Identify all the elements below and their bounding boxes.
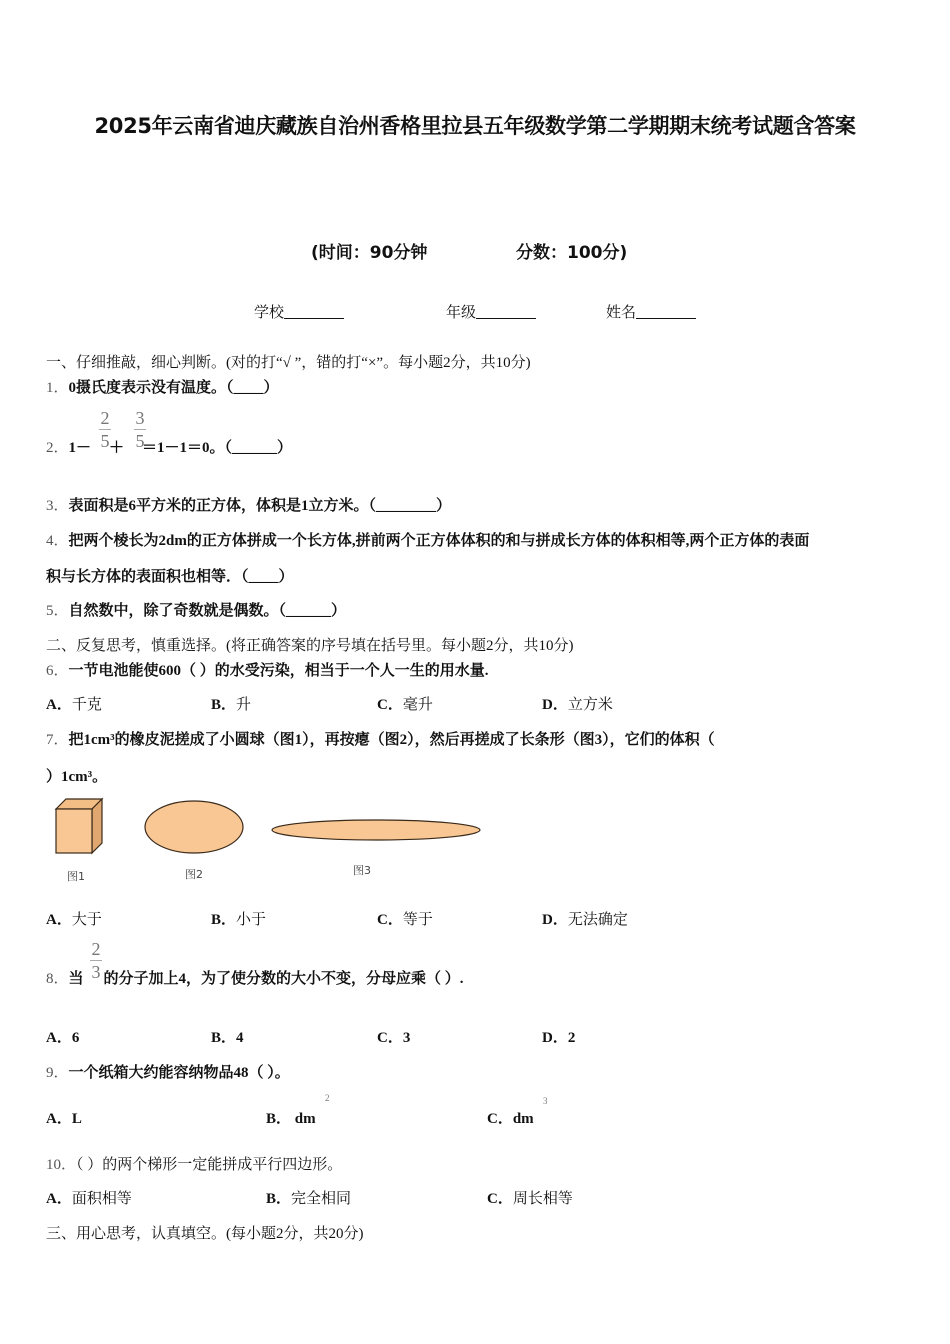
q7-option-c[interactable]: C．等于	[377, 912, 433, 928]
name-field[interactable]	[606, 301, 696, 322]
question-6: 6．一节电池能使600（ ）的水受污染，相当于一个人一生的用水量.	[46, 663, 489, 679]
question-5: 5．自然数中，除了奇数就是偶数。（______）	[46, 603, 347, 619]
q10-option-c[interactable]: C．周长相等	[487, 1191, 573, 1207]
section-1-heading: 一、仔细推敲，细心判断。(对的打“√ ”，错的打“×”。每小题2分，共10分)	[46, 355, 531, 371]
school-label: 学校	[254, 303, 285, 321]
question-4-continued: 积与长方体的表面积也相等．（____）	[46, 569, 294, 585]
fraction-3-5: 3 5	[135, 408, 145, 451]
figure-2-label: 图2	[185, 868, 203, 881]
q9-option-b-superscript: 2	[325, 1093, 330, 1103]
question-text: 0摄氏度表示没有温度。（____）	[68, 380, 279, 396]
grade-blank[interactable]	[476, 303, 536, 319]
question-10: 10．（ ）的两个梯形一定能拼成平行四边形。	[46, 1157, 343, 1173]
q10-option-a[interactable]: A．面积相等	[46, 1191, 132, 1207]
q9-option-c[interactable]: C．dm	[487, 1111, 534, 1127]
fraction-2-3: 2 3	[91, 939, 101, 982]
name-label: 姓名	[606, 303, 637, 321]
q8-option-d[interactable]: D．2	[542, 1030, 576, 1046]
grade-label: 年级	[446, 303, 477, 321]
cube-figure	[50, 795, 110, 860]
exam-score: 分数：100分)	[516, 243, 628, 263]
figure-1-label: 图1	[67, 870, 85, 883]
section-3-heading: 三、用心思考，认真填空。(每小题2分，共20分)	[46, 1226, 364, 1242]
q9-option-b[interactable]: B． dm	[266, 1111, 316, 1127]
figure-3-label: 图3	[353, 864, 371, 877]
long-strip-figure	[268, 815, 488, 845]
q6-option-a[interactable]: A．千克	[46, 697, 102, 713]
grade-field[interactable]	[446, 301, 536, 322]
q7-option-d[interactable]: D．无法确定	[542, 912, 628, 928]
q6-option-b[interactable]: B．升	[211, 697, 252, 713]
q8-option-b[interactable]: B．4	[211, 1030, 244, 1046]
section-2-heading: 二、反复思考，慎重选择。(将正确答案的序号填在括号里。每小题2分，共10分)	[46, 638, 574, 654]
question-2: 2．1－ ＋ ＝1－1＝0。（______）	[46, 440, 293, 456]
school-blank[interactable]	[284, 303, 344, 319]
q10-option-b[interactable]: B．完全相同	[266, 1191, 352, 1207]
question-3: 3．表面积是6平方米的正方体，体积是1立方米。（________）	[46, 498, 452, 514]
exam-time: (时间：90分钟	[311, 243, 428, 263]
fraction-2-5: 2 5	[100, 408, 110, 451]
q7-option-b[interactable]: B．小于	[211, 912, 267, 928]
question-number: 1．	[46, 380, 69, 396]
q8-option-c[interactable]: C．3	[377, 1030, 411, 1046]
q6-option-d[interactable]: D．立方米	[542, 697, 613, 713]
school-field[interactable]	[254, 301, 344, 322]
q7-option-a[interactable]: A．大于	[46, 912, 102, 928]
document-title: 2025年云南省迪庆藏族自治州香格里拉县五年级数学第二学期期末统考试题含答案	[94, 114, 856, 138]
name-blank[interactable]	[636, 303, 696, 319]
q9-option-a[interactable]: A．L	[46, 1111, 82, 1127]
question-7: 7．把1cm³的橡皮泥搓成了小圆球（图1），再按瘪（图2），然后再搓成了长条形（图3），它们的体积（	[46, 732, 715, 748]
q9-option-c-superscript: 3	[543, 1096, 548, 1106]
q8-option-a[interactable]: A．6	[46, 1030, 80, 1046]
flattened-ellipse-figure	[140, 798, 250, 858]
question-9: 9．一个纸箱大约能容纳物品48（ ）。	[46, 1065, 290, 1081]
question-8: 8．当 的分子加上4，为了使分数的大小不变，分母应乘（ ）.	[46, 971, 464, 987]
q6-option-c[interactable]: C．毫升	[377, 697, 433, 713]
question-4: 4．把两个棱长为2dm的正方体拼成一个长方体,拼前两个正方体体积的和与拼成长方体的体积相等,两个正方体的表面	[46, 533, 810, 549]
question-1	[46, 376, 279, 397]
question-7-continued: ）1cm³。	[46, 769, 108, 785]
